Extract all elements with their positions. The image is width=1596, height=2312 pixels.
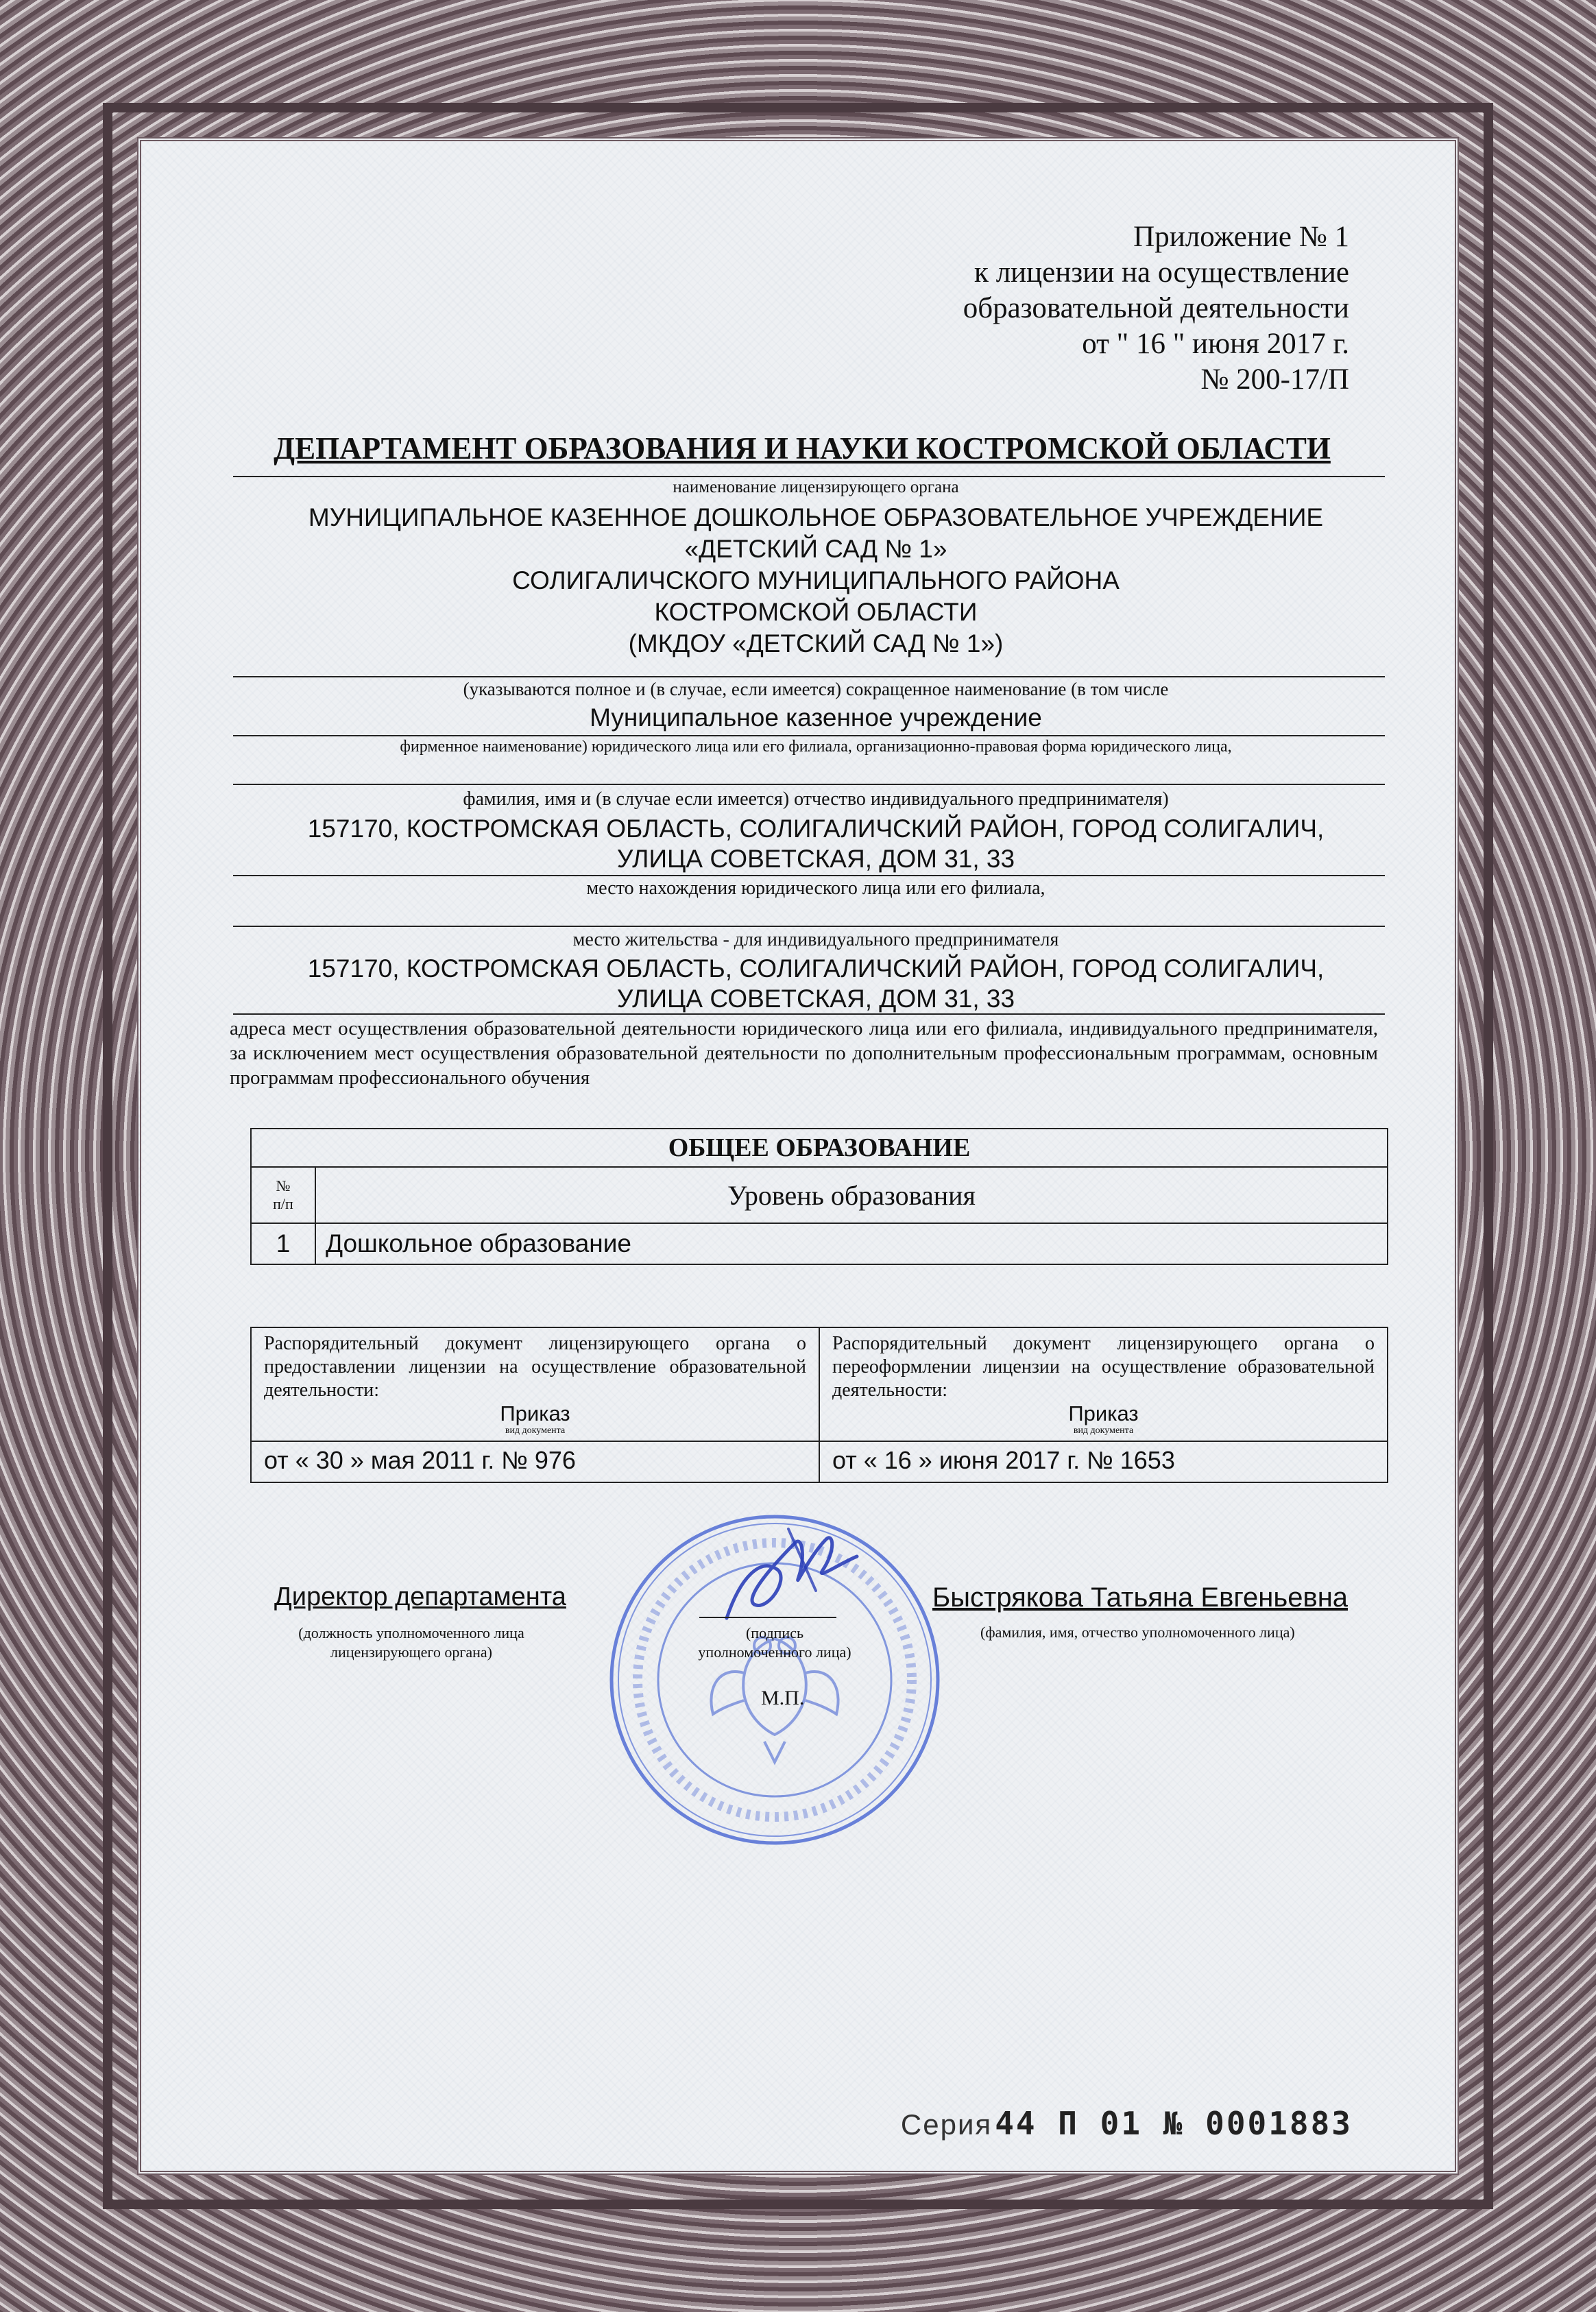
education-level-header: Уровень образования: [315, 1167, 1388, 1223]
licensor-caption: наименование лицензирующего органа: [673, 478, 959, 496]
activity-address-line-2: УЛИЦА СОВЕТСКАЯ, ДОМ 31, 33: [616, 985, 1015, 1013]
licensee-caption-2: фирменное наименование) юридического лица или его филиала, организационно-правовая форма юридического лица,: [400, 738, 1232, 756]
series-number: 44 П 01 № 0001883: [995, 2105, 1353, 2142]
licensor-name: ДЕПАРТАМЕНТ ОБРАЗОВАНИЯ И НАУКИ КОСТРОМСКОЙ ОБЛАСТИ: [274, 431, 1331, 466]
order-left-kind-caption: вид документа: [505, 1425, 566, 1436]
divider: [233, 784, 1385, 785]
signatory-position: Директор департамента: [274, 1582, 566, 1611]
table-row: [251, 1223, 1388, 1264]
education-num-header: [251, 1167, 315, 1223]
signatory-name-caption: (фамилия, имя, отчество уполномоченного лица): [980, 1624, 1295, 1641]
location-line-1: 157170, КОСТРОМСКАЯ ОБЛАСТЬ, СОЛИГАЛИЧСКИЙ РАЙОН, ГОРОД СОЛИГАЛИЧ,: [307, 815, 1325, 843]
location-caption-1: место нахождения юридического лица или его филиала,: [586, 878, 1045, 899]
licensee-caption-1: (указываются полное и (в случае, если имеется) сокращенное наименование (в том числе: [463, 679, 1169, 699]
order-right-date: от « 16 » июня 2017 г. № 1653: [819, 1441, 1388, 1482]
divider: [233, 926, 1385, 927]
education-table: [250, 1128, 1388, 1265]
signature-line: [699, 1617, 836, 1618]
signatory-position-caption: [267, 1624, 555, 1662]
signature-caption: [686, 1624, 864, 1662]
location-caption-2: место жительства - для индивидуального предпринимателя: [572, 929, 1059, 950]
location-line-2: УЛИЦА СОВЕТСКАЯ, ДОМ 31, 33: [616, 845, 1015, 873]
annex-line-1: Приложение № 1: [1133, 221, 1349, 253]
order-right-kind-caption: вид документа: [1073, 1425, 1134, 1436]
annex-line-2: к лицензии на осуществление: [974, 256, 1349, 289]
form-series: [901, 2105, 1353, 2142]
licensee-line-5: (МКДОУ «ДЕТСКИЙ САД № 1»): [628, 629, 1004, 658]
education-table-title: ОБЩЕЕ ОБРАЗОВАНИЕ: [251, 1129, 1388, 1167]
position-caption-line-1: (должность уполномоченного лица: [298, 1624, 524, 1641]
orders-table: [250, 1327, 1388, 1483]
num-header-abbr: п/п: [273, 1195, 293, 1212]
order-right-kind: Приказ: [1068, 1401, 1139, 1425]
signature-caption-line-1: (подпись: [745, 1624, 803, 1641]
order-left-kind: Приказ: [500, 1401, 570, 1425]
seal-place-mark: М.П.: [761, 1687, 805, 1709]
divider: [233, 1013, 1385, 1015]
licensee-line-4: КОСТРОМСКОЙ ОБЛАСТИ: [654, 598, 978, 626]
position-caption-line-2: лицензирующего органа): [330, 1643, 492, 1661]
order-left-date: от « 30 » мая 2011 г. № 976: [251, 1441, 819, 1482]
activity-address-caption: адреса мест осуществления образовательной деятельности юридического лица или его филиала, индивидуального предпринимателя, за исключением мест осуществления образовательной деятельности по дополнительным профессиональным программам, основным программам профессионального обучения: [230, 1017, 1378, 1089]
annex-header: [732, 219, 1349, 398]
divider: [233, 875, 1385, 876]
signature-caption-line-2: уполномоченного лица): [698, 1643, 851, 1661]
handwritten-signature: [713, 1515, 871, 1639]
licensee-line-2: «ДЕТСКИЙ САД № 1»: [684, 535, 947, 563]
order-left-description: Распорядительный документ лицензирующего органа о предоставлении лицензии на осуществление образовательной деятельности:: [264, 1333, 806, 1401]
order-right-description: Распорядительный документ лицензирующего органа о переоформлении лицензии на осуществление образовательной деятельности:: [832, 1333, 1375, 1401]
signatory-name: Быстрякова Татьяна Евгеньевна: [932, 1582, 1349, 1613]
order-left-cell: [251, 1327, 819, 1441]
divider: [233, 476, 1385, 477]
activity-address-line-1: 157170, КОСТРОМСКАЯ ОБЛАСТЬ, СОЛИГАЛИЧСКИЙ РАЙОН, ГОРОД СОЛИГАЛИЧ,: [307, 954, 1325, 983]
row-number: 1: [251, 1223, 315, 1264]
licensee-caption-3: фамилия, имя и (в случае если имеется) отчество индивидуального предпринимателя): [463, 788, 1169, 810]
divider: [233, 735, 1385, 736]
licensee-line-1: МУНИЦИПАЛЬНОЕ КАЗЕННОЕ ДОШКОЛЬНОЕ ОБРАЗОВАТЕЛЬНОЕ УЧРЕЖДЕНИЕ: [308, 503, 1324, 531]
series-label: Серия: [900, 2108, 993, 2141]
divider: [233, 676, 1385, 677]
annex-line-5: № 200-17/П: [1200, 363, 1349, 396]
row-level: Дошкольное образование: [315, 1223, 1388, 1264]
licensee-line-3: СОЛИГАЛИЧСКОГО МУНИЦИПАЛЬНОГО РАЙОНА: [512, 566, 1120, 594]
num-header-symbol: №: [276, 1177, 291, 1194]
annex-line-3: образовательной деятельности: [963, 292, 1349, 324]
order-right-cell: [819, 1327, 1388, 1441]
licensee-legal-form: Муниципальное казенное учреждение: [590, 703, 1042, 732]
annex-line-4: от " 16 " июня 2017 г.: [1082, 328, 1349, 360]
